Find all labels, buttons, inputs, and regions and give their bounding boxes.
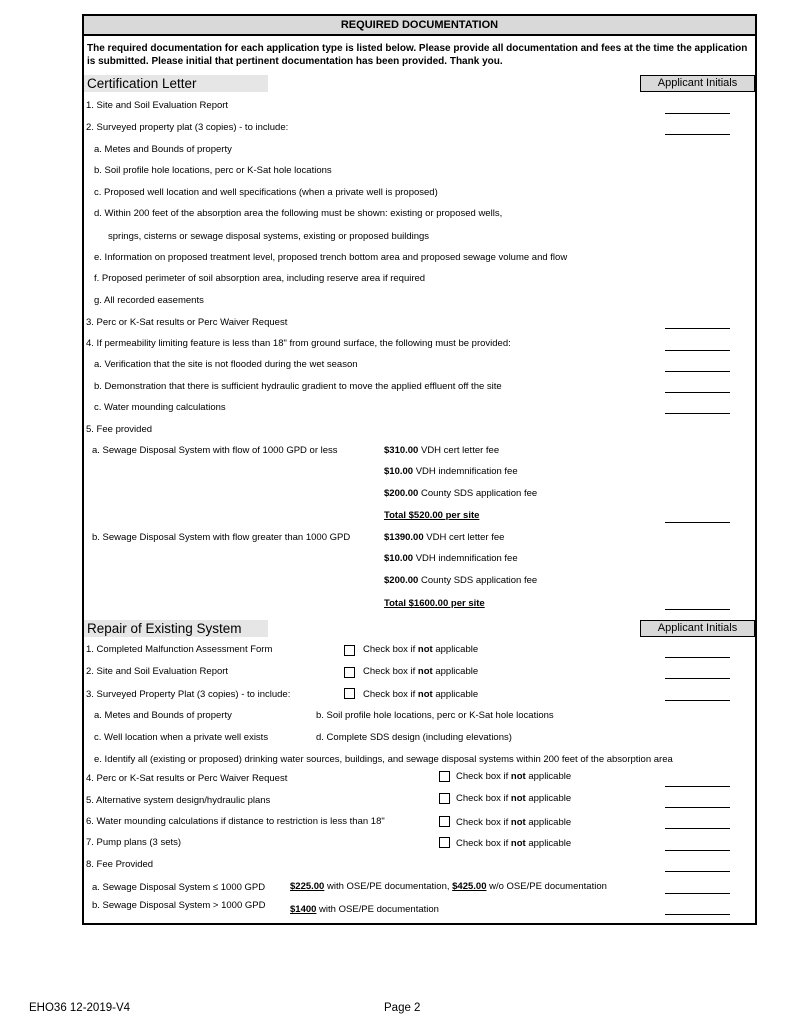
cb-not: not [510,817,526,828]
cb-text: Check box if [363,666,418,677]
initials-line[interactable] [665,350,730,351]
fee-desc: VDH indemnification fee [413,553,518,564]
checkbox-label [363,644,478,656]
cert-item-4b: b. Demonstration that there is sufficient hydraulic gradient to move the applied effluent off the site [94,381,502,392]
initials-line[interactable] [665,700,730,701]
repair-item-1: 1. Completed Malfunction Assessment Form [86,644,273,655]
fee-amount: $225.00 [290,881,325,892]
section-title: Certification Letter [84,75,268,92]
cert-item-4c: c. Water mounding calculations [94,402,226,413]
cb-text: applicable [432,644,479,655]
cert-item-1: 1. Site and Soil Evaluation Report [86,100,229,111]
cert-item-2b: b. Soil profile hole locations, perc or K-Sat hole locations [94,165,332,176]
fee-desc: VDH indemnification fee [413,466,518,477]
cb-not: not [417,666,433,677]
cb-text: Check box if [456,838,511,849]
checkbox-label [456,838,571,850]
section-certification-header [84,75,755,92]
cb-text: applicable [432,666,479,677]
cert-item-4: 4. If permeability limiting feature is less than 18" from ground surface, the following must be provided: [86,338,511,349]
repair-item-3: 3. Surveyed Property Plat (3 copies) - to include: [86,689,291,700]
checkbox-label [363,689,478,701]
fee-amount: $1390.00 [384,532,424,543]
checkbox-label [456,793,571,805]
fee-amount: $1400 [290,904,317,915]
fee-desc: with OSE/PE documentation [316,904,439,915]
repair-fee-b-label: b. Sewage Disposal System > 1000 GPD [92,900,266,911]
cb-not: not [510,793,526,804]
cb-text: applicable [525,771,572,782]
initials-line[interactable] [665,914,730,915]
fee-a-line-3 [384,488,537,500]
fee-desc: with OSE/PE documentation, [324,881,453,892]
checkbox-label [456,817,571,829]
cb-not: not [510,838,526,849]
fee-desc: w/o OSE/PE documentation [486,881,607,892]
repair-item-3c: c. Well location when a private well exists [94,732,269,743]
cert-item-2c: c. Proposed well location and well specifications (when a private well is proposed) [94,187,438,198]
cb-text: Check box if [363,644,418,655]
repair-item-3b: b. Soil profile hole locations, perc or K-Sat hole locations [316,710,554,721]
fee-amount: $10.00 [384,553,414,564]
cert-item-2d: d. Within 200 feet of the absorption area the following must be shown: existing or proposed wells, [94,208,503,219]
cb-text: Check box if [363,689,418,700]
initials-line[interactable] [665,850,730,851]
fee-desc: VDH cert letter fee [418,445,500,456]
initials-line[interactable] [665,328,730,329]
cert-item-2: 2. Surveyed property plat (3 copies) - to include: [86,122,289,133]
repair-item-3e: e. Identify all (existing or proposed) drinking water sources, buildings, and sewage disposal systems within 200 feet of the absorption area [94,754,673,765]
fee-amount: $200.00 [384,575,419,586]
section-title: Repair of Existing System [84,620,268,637]
not-applicable-checkbox[interactable] [439,837,450,848]
fee-b-total: Total $1600.00 per site [384,598,485,609]
cb-not: not [417,644,433,655]
initials-line[interactable] [665,113,730,114]
not-applicable-checkbox[interactable] [439,793,450,804]
checkbox-label [363,666,478,678]
cb-text: applicable [525,793,572,804]
page-number: Page 2 [384,1002,421,1014]
cb-text: applicable [432,689,479,700]
cert-item-2d-cont: springs, cisterns or sewage disposal systems, existing or proposed buildings [108,231,430,242]
fee-b-line-2 [384,553,518,565]
fee-b-line-1 [384,532,504,544]
initials-line[interactable] [665,657,730,658]
repair-item-6: 6. Water mounding calculations if distance to restriction is less than 18" [86,816,385,827]
cb-text: Check box if [456,771,511,782]
initials-line[interactable] [665,392,730,393]
required-documentation-form [82,14,757,925]
checkbox-label [456,771,571,783]
fee-amount: $425.00 [452,881,487,892]
initials-line[interactable] [665,893,730,894]
initials-line[interactable] [665,678,730,679]
fee-desc: County SDS application fee [418,575,538,586]
applicant-initials-header: Applicant Initials [640,620,755,637]
cert-item-2g: g. All recorded easements [94,295,204,306]
not-applicable-checkbox[interactable] [344,667,355,678]
fee-desc: VDH cert letter fee [423,532,505,543]
fee-desc: County SDS application fee [418,488,538,499]
cb-text: applicable [525,838,572,849]
fee-amount: $200.00 [384,488,419,499]
not-applicable-checkbox[interactable] [344,645,355,656]
intro-text: The required documentation for each application type is listed below. Please provide all documentation and fees at the time the application is submitted. Please initial that pertinent documentation has been provided. Thank you. [87,43,748,67]
form-title: REQUIRED DOCUMENTATION [84,16,755,36]
initials-line[interactable] [665,786,730,787]
not-applicable-checkbox[interactable] [439,771,450,782]
fee-a-total: Total $520.00 per site [384,510,480,521]
cb-text: Check box if [456,793,511,804]
cert-item-4a: a. Verification that the site is not flooded during the wet season [94,359,358,370]
repair-item-3a: a. Metes and Bounds of property [94,710,232,721]
fee-b-line-3 [384,575,537,587]
repair-item-5: 5. Alternative system design/hydraulic plans [86,795,271,806]
repair-fee-a-text [290,881,607,893]
initials-line[interactable] [665,371,730,372]
fee-a-line-2 [384,466,518,478]
cb-text: Check box if [456,817,511,828]
cert-item-2f: f. Proposed perimeter of soil absorption area, including reserve area if required [94,273,426,284]
fee-amount: $310.00 [384,445,419,456]
cb-text: applicable [525,817,572,828]
fee-a-line-1 [384,445,499,457]
initials-line[interactable] [665,871,730,872]
cert-item-2a: a. Metes and Bounds of property [94,144,232,155]
repair-item-4: 4. Perc or K-Sat results or Perc Waiver Request [86,773,288,784]
section-repair-header [84,620,755,637]
applicant-initials-header: Applicant Initials [640,75,755,92]
repair-item-7: 7. Pump plans (3 sets) [86,837,182,848]
repair-fee-a-label: a. Sewage Disposal System ≤ 1000 GPD [92,882,266,893]
fee-a-label: a. Sewage Disposal System with flow of 1000 GPD or less [92,445,338,456]
cert-item-5: 5. Fee provided [86,424,153,435]
repair-fee-b-text [290,904,439,916]
repair-item-8: 8. Fee Provided [86,859,154,870]
cb-not: not [510,771,526,782]
repair-item-2: 2. Site and Soil Evaluation Report [86,666,229,677]
cert-item-2e: e. Information on proposed treatment level, proposed trench bottom area and proposed sewage volume and flow [94,252,568,263]
fee-b-label: b. Sewage Disposal System with flow greater than 1000 GPD [92,532,351,543]
initials-line[interactable] [665,828,730,829]
initials-line[interactable] [665,413,730,414]
initials-line[interactable] [665,522,730,523]
cb-not: not [417,689,433,700]
not-applicable-checkbox[interactable] [439,816,450,827]
form-id: EHO36 12-2019-V4 [29,1002,131,1014]
initials-line[interactable] [665,609,730,610]
initials-line[interactable] [665,807,730,808]
not-applicable-checkbox[interactable] [344,688,355,699]
initials-line[interactable] [665,134,730,135]
repair-item-3d: d. Complete SDS design (including elevations) [316,732,512,743]
cert-item-3: 3. Perc or K-Sat results or Perc Waiver Request [86,317,288,328]
fee-amount: $10.00 [384,466,414,477]
